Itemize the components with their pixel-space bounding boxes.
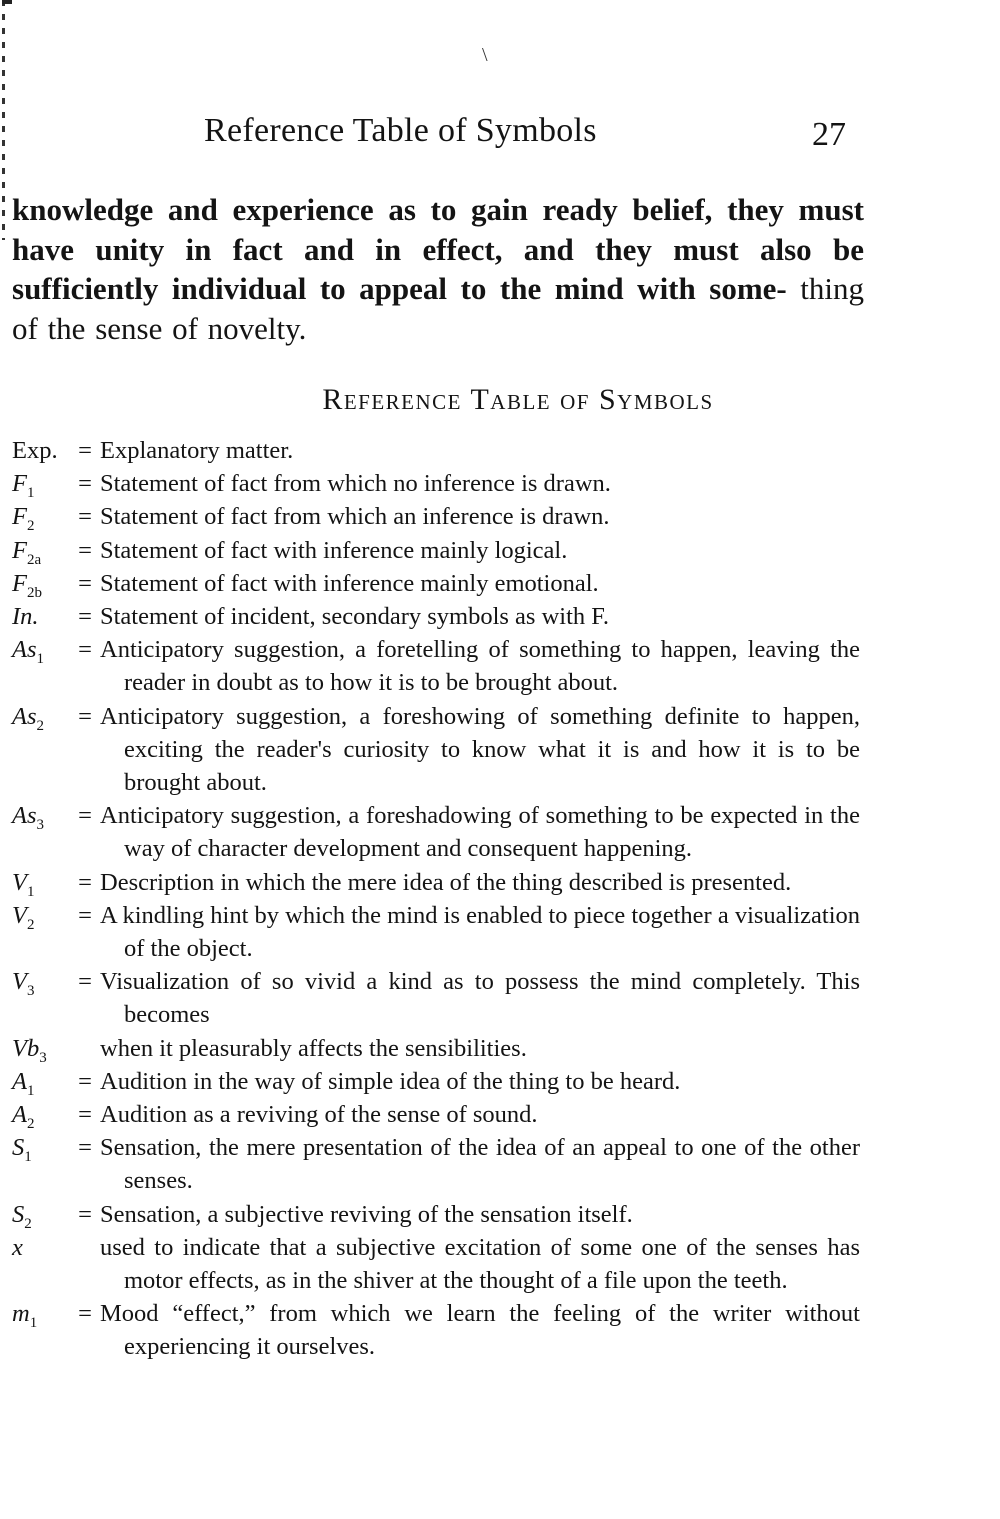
entry-symbol-base: V <box>12 868 27 896</box>
entry-symbol-base: As <box>12 636 37 664</box>
entry-symbol-base: x <box>12 1233 23 1261</box>
entry-description: Anticipatory suggestion, a foreshadowing of something to be expected in the way of character development and consequent happening. <box>100 802 860 863</box>
entry-description: Description in which the mere idea of the thing described is presented. <box>100 868 792 896</box>
symbol-table <box>12 434 860 1364</box>
table-heading: Reference Table of Symbols <box>322 383 714 416</box>
symbol-entry <box>12 633 860 699</box>
stray-ink-mark: \ <box>482 44 488 66</box>
entry-symbol-subscript: 1 <box>26 883 35 900</box>
paragraph-text: thing of the sense of novelty. <box>12 271 865 346</box>
entry-equals: = <box>78 603 92 631</box>
running-head <box>0 112 1000 162</box>
entry-symbol <box>12 600 78 633</box>
entry-equals: = <box>78 470 92 498</box>
symbol-entry <box>12 899 860 965</box>
entry-symbol <box>12 1231 78 1264</box>
entry-symbol-subscript: 1 <box>26 485 35 502</box>
symbol-entry <box>12 1065 860 1098</box>
entry-symbol-base: V <box>12 901 27 929</box>
symbol-entry <box>12 700 860 800</box>
entry-description: when it pleasurably affects the sensibilities. <box>100 1034 527 1062</box>
entry-symbol-subscript: 3 <box>36 817 44 834</box>
symbol-entry <box>12 500 860 533</box>
entry-symbol <box>12 799 78 842</box>
entry-symbol-subscript: 1 <box>26 1082 35 1099</box>
entry-symbol <box>12 1297 78 1340</box>
symbol-entry <box>12 866 860 899</box>
entry-description: Statement of fact with inference mainly logical. <box>100 536 568 564</box>
entry-description: Sensation, the mere presentation of the idea of an appeal to one of the other senses. <box>100 1134 860 1195</box>
entry-symbol-base: F <box>12 503 27 531</box>
symbol-entry <box>12 1297 860 1363</box>
entry-symbol-base: m <box>12 1300 30 1328</box>
entry-description: Anticipatory suggestion, a foreshowing of something definite to happen, exciting the reader's curiosity to know what it is and how it is to be brought about. <box>100 702 860 797</box>
entry-description: Visualization of so vivid a kind as to possess the mind completely. This becomes <box>100 968 860 1029</box>
entry-symbol <box>12 434 78 467</box>
entry-symbol <box>12 700 78 743</box>
entry-symbol-base: V <box>12 968 27 996</box>
entry-equals: = <box>78 868 92 896</box>
entry-equals: = <box>78 901 92 929</box>
symbol-entry <box>12 1032 860 1065</box>
entry-symbol-base: F <box>12 536 27 564</box>
entry-description: Anticipatory suggestion, a foretelling of something to happen, leaving the reader in doubt as to how it is to be brought about. <box>100 636 860 697</box>
entry-symbol-base: S <box>12 1134 25 1162</box>
page-number: 27 <box>812 116 846 153</box>
entry-symbol-subscript: 2 <box>24 1215 32 1232</box>
entry-symbol-subscript: 2 <box>26 1115 35 1132</box>
entry-equals: = <box>78 1067 92 1095</box>
entry-symbol <box>12 1131 78 1174</box>
entry-symbol <box>12 899 78 942</box>
symbol-entry <box>12 1098 860 1131</box>
entry-symbol-base: F <box>12 569 27 597</box>
entry-equals: = <box>78 1200 92 1228</box>
entry-symbol-subscript: 2 <box>36 717 44 734</box>
entry-symbol-subscript: 2a <box>26 551 42 568</box>
symbol-entry <box>12 467 860 500</box>
entry-symbol-base: As <box>12 702 37 730</box>
entry-symbol-base: A <box>12 1067 27 1095</box>
symbol-entry <box>12 567 860 600</box>
entry-symbol-base: Exp. <box>12 437 58 464</box>
entry-symbol-subscript: 1 <box>24 1149 32 1166</box>
symbol-entry <box>12 1131 860 1197</box>
entry-description: A kindling hint by which the mind is enabled to piece together a visualization of the object. <box>100 901 861 963</box>
entry-equals: = <box>78 1101 92 1129</box>
symbol-entry <box>12 1198 860 1231</box>
entry-equals: = <box>78 503 92 531</box>
entry-description: Sensation, a subjective reviving of the sensation itself. <box>100 1200 633 1228</box>
entry-equals: = <box>78 968 92 996</box>
entry-symbol-base: S <box>12 1200 25 1228</box>
entry-description: Audition as a reviving of the sense of sound. <box>100 1101 538 1129</box>
entry-symbol-base: A <box>12 1101 27 1129</box>
entry-symbol-subscript: 3 <box>26 983 35 1000</box>
symbol-entry <box>12 434 860 467</box>
entry-description: Mood “effect,” from which we learn the feeling of the writer without experiencing it ourselves. <box>100 1300 860 1361</box>
entry-description: Explanatory matter. <box>100 437 294 464</box>
entry-equals: = <box>78 1300 92 1328</box>
paragraph-bold-text: knowledge and experience as to gain ready belief, they must have unity in fact and in effect, and they must also be sufficiently individual to appeal to the mind with some- <box>12 192 864 306</box>
symbol-entry <box>12 799 860 865</box>
entry-symbol-subscript: 2 <box>26 916 35 933</box>
entry-symbol-base: As <box>12 802 37 830</box>
entry-description: Statement of fact from which an inference is drawn. <box>100 503 610 531</box>
symbol-entry <box>12 1231 860 1297</box>
entry-equals: = <box>78 437 92 464</box>
entry-description: Statement of fact from which no inference is drawn. <box>100 470 611 498</box>
entry-symbol-subscript: 3 <box>39 1049 47 1066</box>
entry-description: Audition in the way of simple idea of the thing to be heard. <box>100 1067 681 1095</box>
entry-symbol-subscript: 1 <box>29 1315 38 1332</box>
symbol-entry <box>12 965 860 1031</box>
entry-symbol-base: In. <box>12 603 39 631</box>
entry-symbol-subscript: 1 <box>36 651 44 668</box>
entry-equals: = <box>78 702 92 730</box>
entry-description: Statement of fact with inference mainly emotional. <box>100 569 599 597</box>
entry-equals: = <box>78 1134 92 1162</box>
entry-symbol <box>12 633 78 676</box>
entry-equals: = <box>78 536 92 564</box>
symbol-entry <box>12 600 860 633</box>
entry-equals: = <box>78 569 92 597</box>
running-title: Reference Table of Symbols <box>204 112 597 149</box>
entry-symbol-subscript: 2 <box>26 518 35 535</box>
entry-description: Statement of incident, secondary symbols as with F. <box>100 603 610 631</box>
entry-symbol <box>12 965 78 1008</box>
entry-symbol-base: Vb <box>12 1034 40 1062</box>
page-corner-mark <box>2 0 12 4</box>
entry-equals: = <box>78 802 92 830</box>
entry-equals: = <box>78 636 92 664</box>
entry-symbol-subscript: 2b <box>26 584 42 601</box>
entry-description: used to indicate that a subjective excitation of some one of the senses has motor effects, as in the shiver at the thought of a file upon the teeth. <box>100 1233 860 1295</box>
entry-symbol-base: F <box>12 470 27 498</box>
body-paragraph <box>12 190 864 348</box>
symbol-entry <box>12 534 860 567</box>
